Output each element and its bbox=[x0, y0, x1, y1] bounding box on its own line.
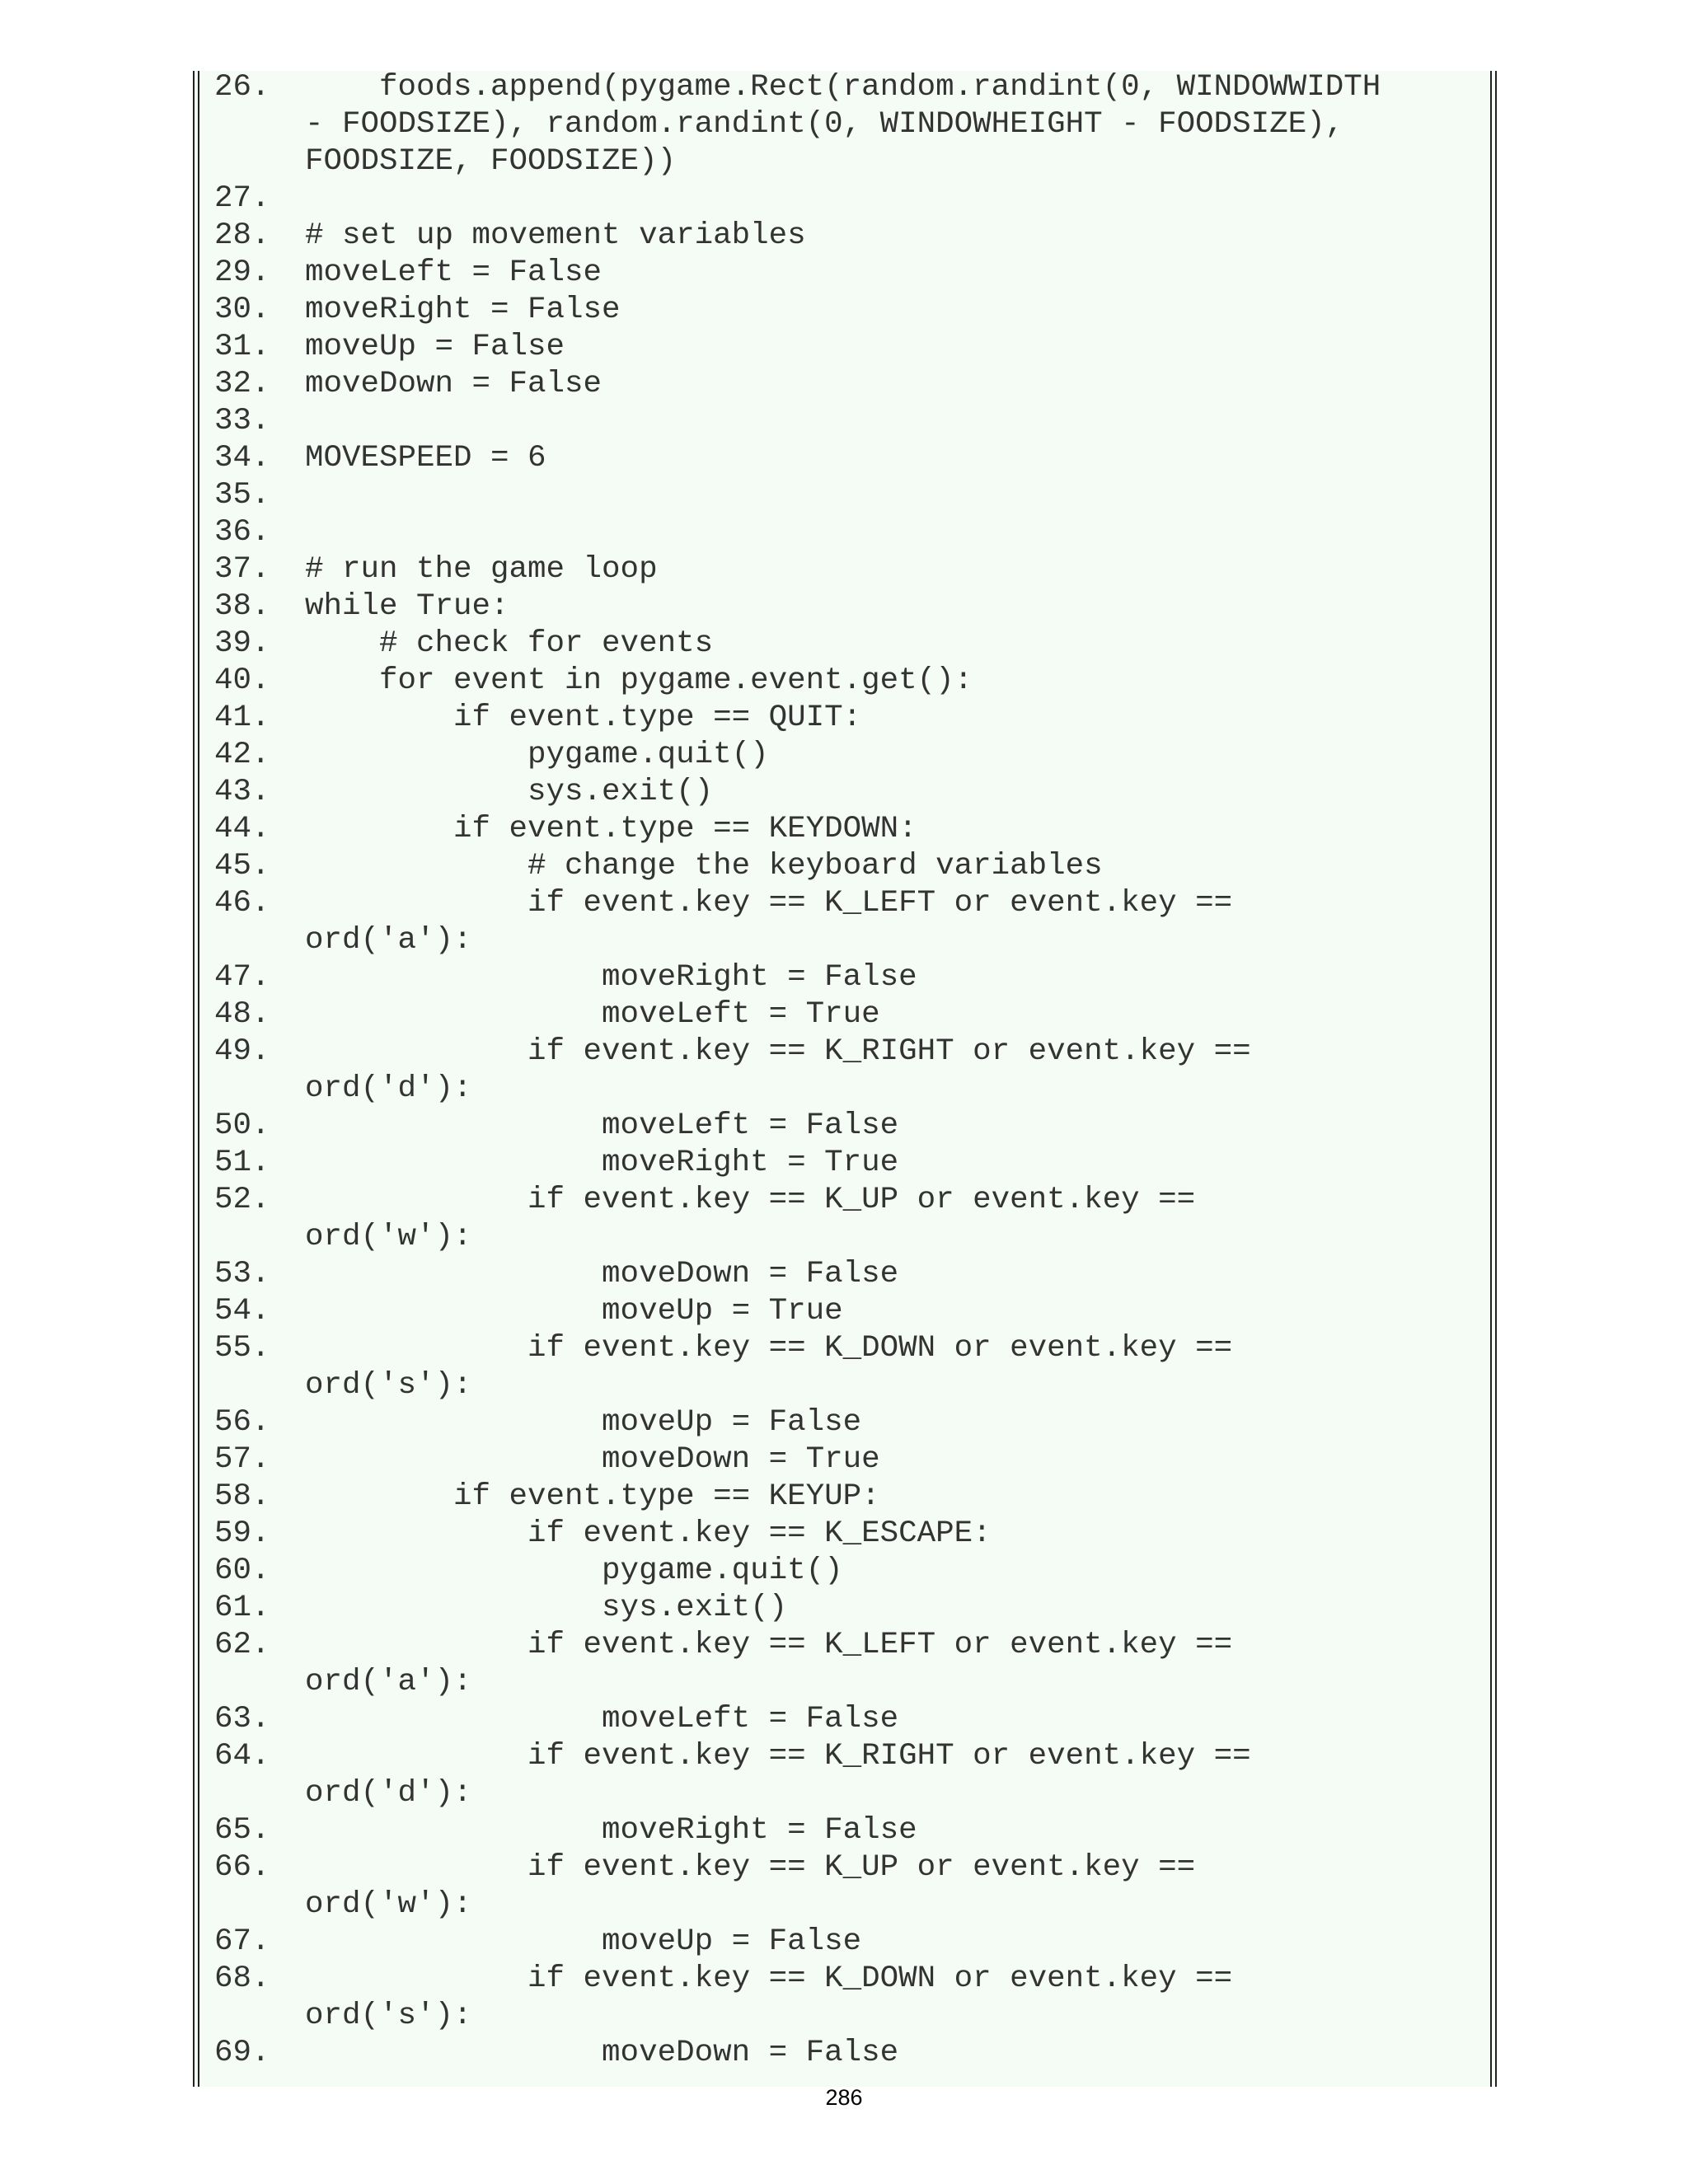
line-number: 52. bbox=[214, 1183, 270, 1217]
line-number: 30. bbox=[214, 293, 270, 327]
code-line bbox=[214, 1479, 1484, 1516]
line-number: 54. bbox=[214, 1294, 270, 1329]
line-number: 63. bbox=[214, 1702, 270, 1736]
line-number: 44. bbox=[214, 812, 270, 846]
line-text: if event.key == K_DOWN or event.key == bbox=[305, 1331, 1233, 1366]
code-line bbox=[214, 626, 1484, 663]
line-number: 50. bbox=[214, 1108, 270, 1143]
line-text: if event.key == K_RIGHT or event.key == bbox=[305, 1034, 1251, 1069]
code-line bbox=[214, 1404, 1484, 1441]
line-text: MOVESPEED = 6 bbox=[305, 441, 546, 476]
code-line bbox=[214, 1441, 1484, 1479]
line-number: 69. bbox=[214, 2036, 270, 2070]
line-text: moveDown = False bbox=[305, 367, 603, 401]
line-number: 49. bbox=[214, 1034, 270, 1069]
line-text: moveLeft = False bbox=[305, 255, 603, 290]
code-line bbox=[214, 218, 1484, 255]
line-number: 28. bbox=[214, 218, 270, 253]
left-border-inner bbox=[198, 71, 199, 2087]
code-line bbox=[214, 1071, 1484, 1108]
line-text: while True: bbox=[305, 589, 509, 624]
code-line bbox=[214, 106, 1484, 143]
line-number bbox=[214, 1998, 305, 2035]
line-text: if event.key == K_DOWN or event.key == bbox=[305, 1961, 1233, 1996]
line-number: 33. bbox=[214, 404, 270, 438]
line-number: 64. bbox=[214, 1739, 270, 1774]
code-line bbox=[214, 1886, 1484, 1924]
code-line bbox=[214, 255, 1484, 292]
code-line bbox=[214, 1145, 1484, 1182]
line-number bbox=[214, 1367, 305, 1404]
line-text: if event.key == K_LEFT or event.key == bbox=[305, 886, 1233, 921]
line-text: # set up movement variables bbox=[305, 218, 806, 253]
line-number: 37. bbox=[214, 552, 270, 587]
line-number: 36. bbox=[214, 515, 270, 550]
code-line bbox=[214, 774, 1484, 811]
line-text: if event.key == K_ESCAPE: bbox=[305, 1516, 992, 1551]
line-number: 55. bbox=[214, 1331, 270, 1366]
line-text: ord('s'): bbox=[305, 1999, 472, 2033]
line-number: 68. bbox=[214, 1961, 270, 1996]
code-line bbox=[214, 1924, 1484, 1961]
line-text: if event.key == K_UP or event.key == bbox=[305, 1183, 1196, 1217]
line-text: moveLeft = False bbox=[305, 1108, 899, 1143]
code-line bbox=[214, 1108, 1484, 1145]
code-line bbox=[214, 551, 1484, 588]
line-text: moveUp = False bbox=[305, 1405, 862, 1440]
line-number: 59. bbox=[214, 1516, 270, 1551]
code-line bbox=[214, 885, 1484, 922]
page-number: 286 bbox=[825, 2085, 863, 2110]
line-text: ord('d'): bbox=[305, 1071, 472, 1106]
line-number bbox=[214, 1886, 305, 1924]
line-number: 32. bbox=[214, 367, 270, 401]
code-line bbox=[214, 1738, 1484, 1775]
line-text: # check for events bbox=[305, 626, 714, 661]
line-text: moveRight = False bbox=[305, 960, 917, 995]
code-line bbox=[214, 737, 1484, 774]
line-number: 45. bbox=[214, 849, 270, 883]
line-text: moveDown = False bbox=[305, 2036, 899, 2070]
code-line bbox=[214, 959, 1484, 996]
code-line bbox=[214, 403, 1484, 440]
line-number: 66. bbox=[214, 1850, 270, 1885]
line-text: foods.append(pygame.Rect(random.randint(0, WINDOWWIDTH bbox=[305, 70, 1381, 105]
line-text: moveRight = False bbox=[305, 293, 621, 327]
line-number: 57. bbox=[214, 1442, 270, 1477]
line-number: 48. bbox=[214, 997, 270, 1032]
line-text: ord('s'): bbox=[305, 1368, 472, 1403]
code-line bbox=[214, 1553, 1484, 1590]
line-number: 43. bbox=[214, 775, 270, 809]
line-text: ord('d'): bbox=[305, 1776, 472, 1811]
code-line bbox=[214, 922, 1484, 959]
line-text: moveUp = True bbox=[305, 1294, 843, 1329]
code-line bbox=[214, 700, 1484, 737]
code-line bbox=[214, 1701, 1484, 1738]
code-listing bbox=[214, 69, 1484, 2072]
line-number: 47. bbox=[214, 960, 270, 995]
line-text: # run the game loop bbox=[305, 552, 658, 587]
code-line bbox=[214, 1367, 1484, 1404]
right-border-inner bbox=[1490, 71, 1492, 2087]
line-text: if event.type == KEYDOWN: bbox=[305, 812, 917, 846]
line-number: 61. bbox=[214, 1591, 270, 1625]
line-text: moveUp = False bbox=[305, 1924, 862, 1959]
line-text: moveRight = True bbox=[305, 1146, 899, 1180]
line-text: ord('w'): bbox=[305, 1887, 472, 1922]
line-text: if event.type == KEYUP: bbox=[305, 1479, 880, 1514]
line-number: 53. bbox=[214, 1257, 270, 1291]
line-number: 67. bbox=[214, 1924, 270, 1959]
code-line bbox=[214, 366, 1484, 403]
code-line bbox=[214, 2035, 1484, 2072]
line-number: 34. bbox=[214, 441, 270, 476]
line-number bbox=[214, 1664, 305, 1701]
line-number: 39. bbox=[214, 626, 270, 661]
code-line bbox=[214, 1998, 1484, 2035]
code-line bbox=[214, 848, 1484, 885]
code-line bbox=[214, 1033, 1484, 1071]
line-text bbox=[305, 403, 1484, 440]
code-line bbox=[214, 1812, 1484, 1849]
code-line bbox=[214, 477, 1484, 514]
code-line bbox=[214, 1664, 1484, 1701]
line-text: for event in pygame.event.get(): bbox=[305, 663, 973, 698]
code-line bbox=[214, 663, 1484, 700]
left-border-outer bbox=[193, 71, 195, 2087]
line-number: 42. bbox=[214, 738, 270, 772]
line-text: sys.exit() bbox=[305, 1591, 788, 1625]
code-line bbox=[214, 514, 1484, 551]
line-text: moveRight = False bbox=[305, 1813, 917, 1848]
line-text: pygame.quit() bbox=[305, 1554, 843, 1588]
line-number bbox=[214, 1219, 305, 1256]
code-line bbox=[214, 1590, 1484, 1627]
code-line bbox=[214, 1182, 1484, 1219]
code-line bbox=[214, 292, 1484, 329]
code-line bbox=[214, 1330, 1484, 1367]
line-number bbox=[214, 106, 305, 143]
code-line bbox=[214, 1627, 1484, 1664]
line-number: 62. bbox=[214, 1628, 270, 1662]
code-line bbox=[214, 1256, 1484, 1293]
line-number: 51. bbox=[214, 1146, 270, 1180]
line-text: if event.key == K_UP or event.key == bbox=[305, 1850, 1196, 1885]
line-text bbox=[305, 180, 1484, 218]
line-text: # change the keyboard variables bbox=[305, 849, 1103, 883]
code-line bbox=[214, 1293, 1484, 1330]
line-number bbox=[214, 1071, 305, 1108]
line-number: 40. bbox=[214, 663, 270, 698]
code-line bbox=[214, 1516, 1484, 1553]
line-number: 41. bbox=[214, 701, 270, 735]
code-line bbox=[214, 69, 1484, 106]
code-line bbox=[214, 1219, 1484, 1256]
line-number bbox=[214, 143, 305, 180]
line-text: moveDown = True bbox=[305, 1442, 880, 1477]
line-text bbox=[305, 514, 1484, 551]
line-number: 29. bbox=[214, 255, 270, 290]
line-text: moveDown = False bbox=[305, 1257, 899, 1291]
line-text: if event.key == K_LEFT or event.key == bbox=[305, 1628, 1233, 1662]
line-number bbox=[214, 922, 305, 959]
code-line bbox=[214, 811, 1484, 848]
line-text: FOODSIZE, FOODSIZE)) bbox=[305, 144, 677, 179]
line-number: 27. bbox=[214, 181, 270, 216]
code-line bbox=[214, 996, 1484, 1033]
code-line bbox=[214, 588, 1484, 626]
line-text: moveUp = False bbox=[305, 330, 565, 364]
line-number: 46. bbox=[214, 886, 270, 921]
line-text bbox=[305, 477, 1484, 514]
code-line bbox=[214, 143, 1484, 180]
line-number: 65. bbox=[214, 1813, 270, 1848]
line-text: ord('a'): bbox=[305, 1665, 472, 1699]
line-text: ord('a'): bbox=[305, 923, 472, 958]
line-number: 58. bbox=[214, 1479, 270, 1514]
line-number: 31. bbox=[214, 330, 270, 364]
line-text: moveLeft = True bbox=[305, 997, 880, 1032]
code-line bbox=[214, 1775, 1484, 1812]
line-text: sys.exit() bbox=[305, 775, 714, 809]
line-text: ord('w'): bbox=[305, 1220, 472, 1254]
line-text: - FOODSIZE), random.randint(0, WINDOWHEIGHT - FOODSIZE), bbox=[305, 107, 1344, 142]
line-text: if event.key == K_RIGHT or event.key == bbox=[305, 1739, 1251, 1774]
line-number bbox=[214, 1775, 305, 1812]
line-text: if event.type == QUIT: bbox=[305, 701, 862, 735]
code-line bbox=[214, 1961, 1484, 1998]
line-text: pygame.quit() bbox=[305, 738, 769, 772]
line-number: 35. bbox=[214, 478, 270, 513]
line-number: 56. bbox=[214, 1405, 270, 1440]
code-line bbox=[214, 1849, 1484, 1886]
line-number: 38. bbox=[214, 589, 270, 624]
line-number: 60. bbox=[214, 1554, 270, 1588]
code-line bbox=[214, 329, 1484, 366]
right-border-outer bbox=[1495, 71, 1497, 2087]
line-text: moveLeft = False bbox=[305, 1702, 899, 1736]
code-line bbox=[214, 440, 1484, 477]
line-number: 26. bbox=[214, 70, 270, 105]
code-line bbox=[214, 180, 1484, 218]
